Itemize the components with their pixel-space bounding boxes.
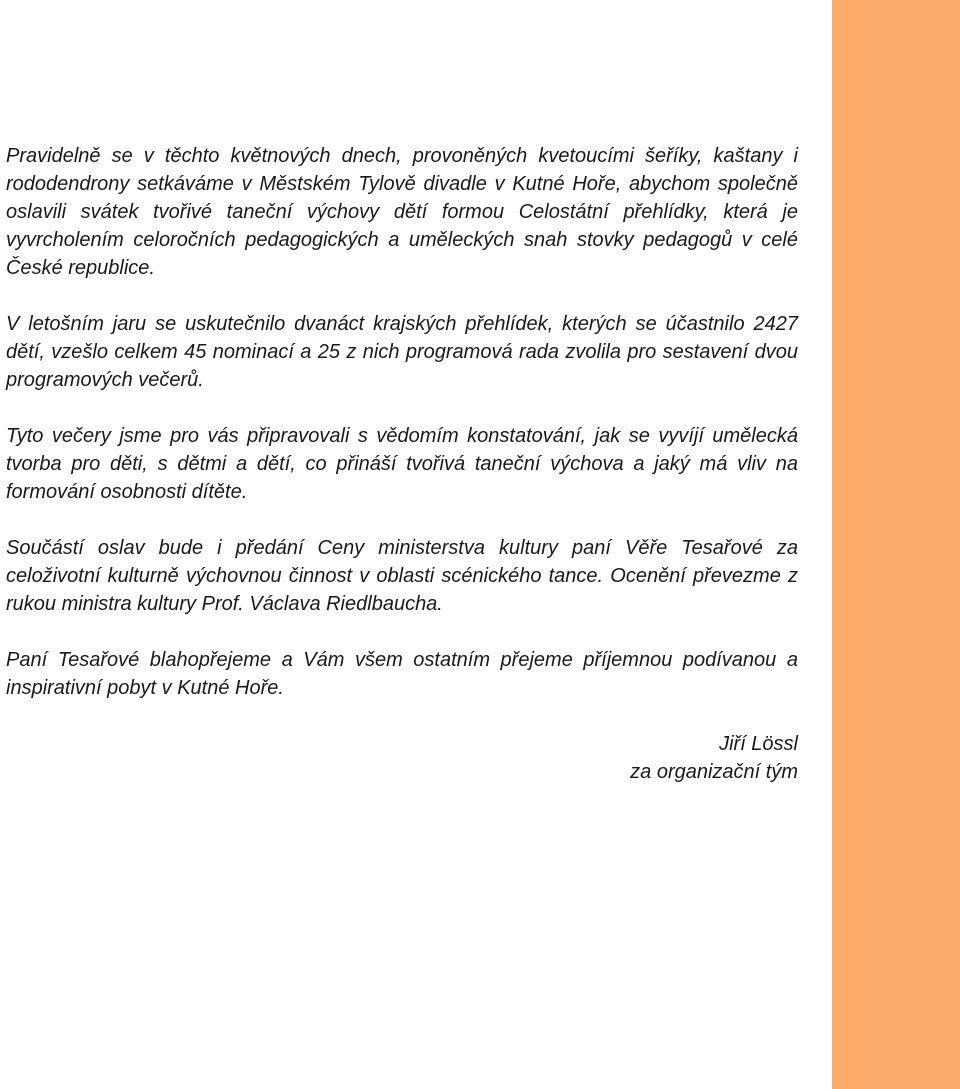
signature-role: za organizační tým (630, 761, 798, 783)
paragraph-intro: Pravidelně se v těchto květnových dnech, provoněných kvetoucími šeříky, kaštany i rododendrony setkáváme v Městském Tylově divadle v Kutné Hoře, abychom společně oslavili svátek tvořivé taneční výchovy dětí formou Celostátní přehlídky, která je vyvrcholením celoročních pedagogických a uměleckých snah stovky pedagogů v celé České republice. (6, 145, 798, 279)
signature-block (500, 730, 798, 786)
paragraph-regional-shows: V letošním jaru se uskutečnilo dvanáct krajských přehlídek, kterých se účastnilo 2427 dětí, vzešlo celkem 45 nominací a 25 z nich programová rada zvolila pro sestavení dvou programových večerů. (6, 313, 798, 391)
signature-name: Jiří Lössl (719, 733, 798, 755)
letter-body (6, 142, 798, 702)
paragraph-evenings: Tyto večery jsme pro vás připravovali s vědomím konstatování, jak se vyvíjí umělecká tvorba pro děti, s dětmi a dětí, co přináší tvořivá taneční výchova a jaký má vliv na formování osobnosti dítěte. (6, 425, 798, 503)
paragraph-award: Součástí oslav bude i předání Ceny ministerstva kultury paní Věře Tesařové za celoživotní kulturně výchovnou činnost v oblasti scénického tance. Ocenění převezme z rukou ministra kultury Prof. Václava Riedlbaucha. (6, 537, 798, 615)
accent-side-bar (832, 0, 960, 1089)
paragraph-closing: Paní Tesařové blahopřejeme a Vám všem ostatním přejeme příjemnou podívanou a inspirativní pobyt v Kutné Hoře. (6, 649, 798, 699)
